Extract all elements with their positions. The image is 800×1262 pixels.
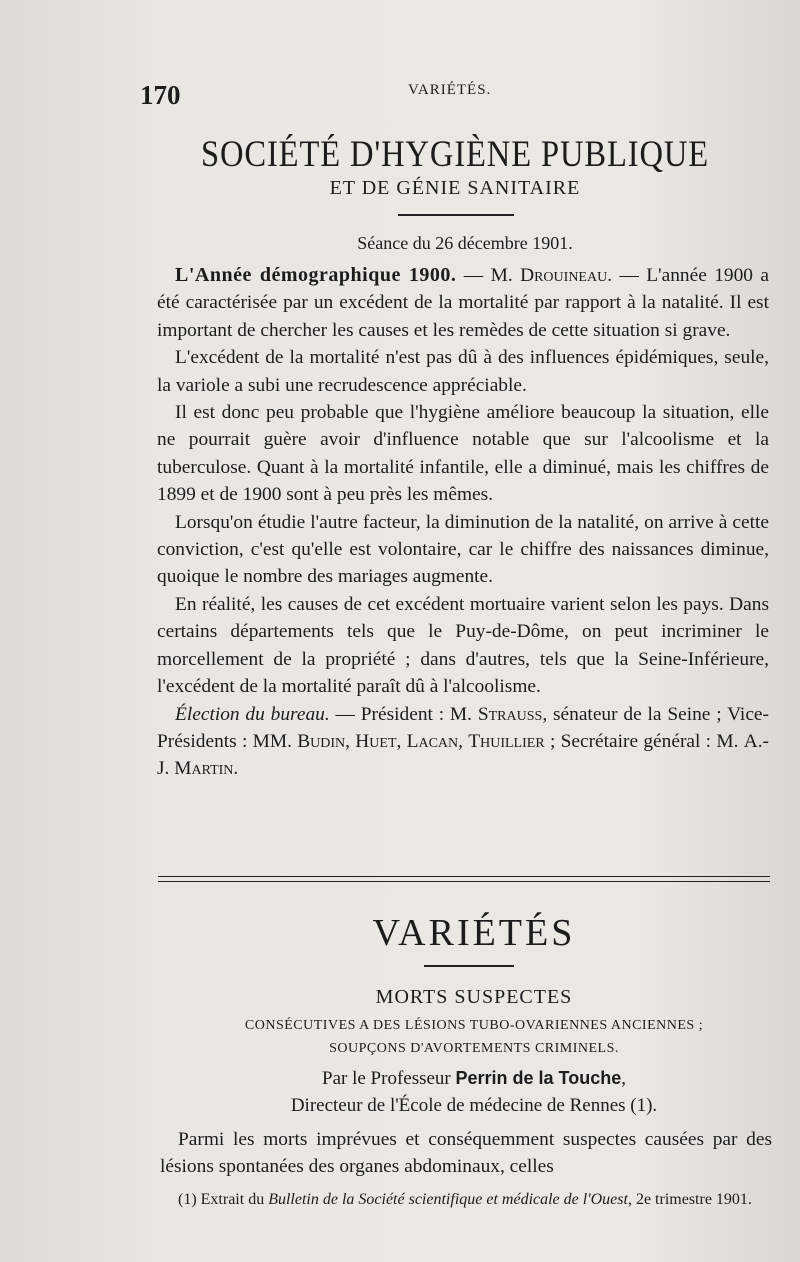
footnote-journal: Bulletin de la Société scientifique et médicale de l'Ouest bbox=[268, 1191, 628, 1208]
election-text-7: . bbox=[233, 758, 239, 780]
election-paragraph bbox=[157, 701, 769, 783]
footnote-suffix: , 2e trimestre 1901. bbox=[627, 1191, 752, 1208]
varietes-divider bbox=[424, 965, 514, 967]
article-subtitle-line-1: CONSÉCUTIVES A DES LÉSIONS TUBO-OVARIENNES ANCIENNES ; bbox=[244, 1018, 704, 1033]
election-text-4: , bbox=[396, 730, 407, 752]
election-text-3: , bbox=[345, 730, 356, 752]
section-divider bbox=[398, 214, 514, 216]
report-heading-paragraph bbox=[157, 262, 769, 344]
election-label: Élection du bureau. bbox=[175, 703, 330, 725]
heading-separator: — M. bbox=[456, 265, 521, 286]
byline-prefix: Par le Professeur bbox=[322, 1068, 456, 1089]
page-number: 170 bbox=[140, 80, 181, 110]
society-title: SOCIÉTÉ D'HYGIÈNE PUBLIQUE bbox=[200, 134, 710, 175]
varietes-title: VARIÉTÉS bbox=[372, 912, 576, 954]
society-subtitle: ET DE GÉNIE SANITAIRE bbox=[329, 177, 581, 199]
byline-author: Perrin de la Touche bbox=[455, 1068, 622, 1088]
article-title: MORTS SUSPECTES bbox=[375, 986, 573, 1008]
vice-president-1: Budin bbox=[297, 730, 346, 752]
election-text-2: , sénateur de la Seine ; Vice-Présidents : MM. bbox=[157, 703, 769, 752]
article-byline bbox=[0, 1068, 800, 1090]
report-paragraph-3: Il est donc peu probable que l'hygiène améliore beaucoup la situation, elle ne pourrait guère avoir d'influence notable que sur l'alcoolisme et la tuberculose. Quant à la mortalité infantile, elle a diminué, mais les chiffres de 1899 et de 1900 sont à peu près les mêmes. bbox=[157, 402, 769, 506]
session-date: Séance du 26 décembre 1901. bbox=[357, 233, 573, 253]
report-paragraph-2: L'excédent de la mortalité n'est pas dû à des influences épidémiques, seule, la variole a subi une recrudescence appréciable. bbox=[157, 347, 769, 396]
secretary-name: A.-J. Martin bbox=[157, 730, 770, 780]
vice-president-3: Lacan bbox=[406, 730, 459, 752]
footnote bbox=[160, 1188, 778, 1211]
footnote-prefix: (1) Extrait du bbox=[178, 1191, 269, 1208]
election-text-5: , bbox=[458, 730, 469, 752]
report-paragraph-4: Lorsqu'on étudie l'autre facteur, la diminution de la natalité, on arrive à cette conviction, c'est qu'elle est volontaire, car le chiffre des naissances diminue, quoique le nombre des mariages augmente. bbox=[157, 511, 769, 588]
running-head: VARIÉTÉS. bbox=[408, 82, 492, 98]
president-name: Strauss bbox=[477, 703, 543, 725]
article-body bbox=[160, 1126, 772, 1181]
report-heading-title: L'Année démographique 1900. bbox=[175, 264, 457, 286]
heading-end: . — bbox=[607, 265, 639, 286]
vice-president-2: Huet bbox=[355, 730, 397, 752]
author-affiliation: Directeur de l'École de médecine de Rennes (1). bbox=[290, 1095, 658, 1116]
vice-president-4: Thuillier bbox=[468, 730, 545, 752]
report-paragraph-1: L'année 1900 a été caractérisée par un excédent de la mortalité par rapport à la natalité. Il est important de chercher les causes et les remèdes de cette situation si grave. bbox=[157, 265, 769, 341]
article-paragraph-1: Parmi les morts imprévues et conséquemment suspectes causées par des lésions spontanées des organes abdominaux, celles bbox=[160, 1129, 772, 1178]
byline-suffix: , bbox=[621, 1068, 626, 1089]
report-author: Drouineau bbox=[520, 265, 608, 286]
election-text-6: ; Secrétaire général : M. bbox=[544, 730, 744, 752]
report-paragraph-5: En réalité, les causes de cet excédent mortuaire varient selon les pays. Dans certains départements tels que le Puy-de-Dôme, on peut incriminer le morcellement de la propriété ; dans d'autres, tels que la Seine-Inférieure, l'excédent de la mortalité paraît dû à l'alcoolisme. bbox=[157, 593, 769, 698]
article-subtitle-line-2: SOUPÇONS D'AVORTEMENTS CRIMINELS. bbox=[329, 1041, 619, 1056]
footnote-text bbox=[160, 1188, 778, 1211]
double-rule-divider bbox=[158, 876, 770, 882]
report-body bbox=[157, 262, 769, 783]
election-text-1: — Président : M. bbox=[329, 703, 478, 725]
